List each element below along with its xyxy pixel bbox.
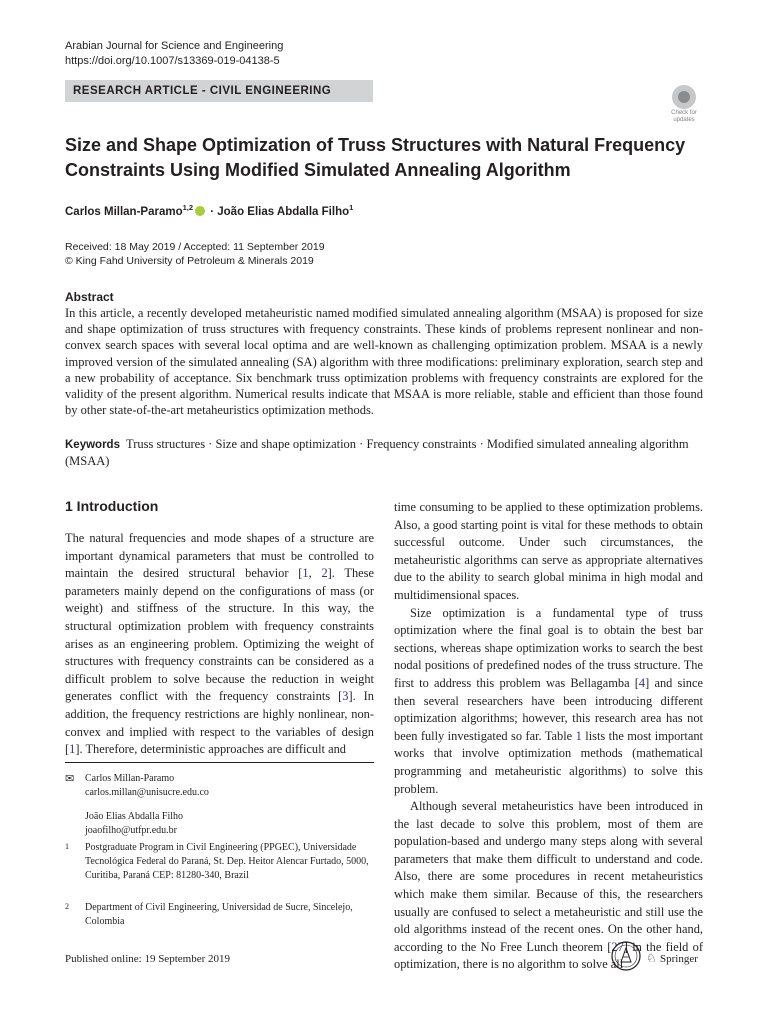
table-link[interactable]: 1 (575, 728, 582, 743)
paper-title: Size and Shape Optimization of Truss Structures with Natural Frequency Constraints Using Modified Simulated Annealing Algorithm (65, 135, 686, 180)
keywords-label: Keywords (65, 439, 120, 451)
paragraph-text: The natural frequencies and mode shapes of a structure are important dynamical parameters that must be controlled to maintain the desired structural behavior [ (65, 531, 374, 581)
received-accepted-dates: Received: 18 May 2019 / Accepted: 11 September 2019 (65, 241, 325, 253)
abstract-text: In this article, a recently developed metaheuristic named modified simulated annealing algorithm (MSAA) is proposed for size and shape optimization of truss structures with frequency constraints. These kinds of problems represent nonlinear and non-convex search spaces with several local optima and are well-known as challenging optimization problem. MSAA is a newly improved version of the simulated annealing (SA) algorithm with three modifications: preliminary exploration, search step and a new probability of acceptance. Six benchmark truss optimization problems with frequency constraints are explored for the validity of the present algorithm. Numerical results indicate that MSAA is more reliable, stable and efficient than those found by other state-of-the-art metaheuristics optimization methods. (65, 306, 703, 418)
contact-email[interactable]: carlos.millan@unisucre.edu.co (85, 787, 209, 798)
publisher-name: Springer (660, 953, 698, 965)
corresponding-contacts (85, 772, 375, 838)
paragraph-text: ]. In addition, the frequency restrictions are highly nonlinear, non-convex and implied with respect to the variables of design [ (65, 689, 374, 757)
author-affiliation-marker: 1,2 (182, 203, 194, 212)
doi-link[interactable]: https://doi.org/10.1007/s13369-019-04138-5 (65, 55, 280, 67)
citation-separator: , (308, 566, 322, 581)
copyright-notice: © King Fahd University of Petroleum & Minerals 2019 (65, 255, 314, 267)
check-for-updates-badge[interactable] (664, 85, 704, 125)
keywords-text: Truss structures · Size and shape optimization · Frequency constraints · Modified simulated annealing algorithm (MSAA) (65, 437, 689, 468)
published-online-date: Published online: 19 September 2019 (65, 953, 230, 965)
mail-icon: ✉ (65, 773, 75, 785)
check-for-updates-icon (672, 85, 696, 109)
citation-link[interactable]: 3 (342, 689, 349, 704)
orcid-icon[interactable] (195, 206, 205, 216)
paragraph-text: ]. These parameters mainly depend on the configurations of mass (or weight) and stiffness of the structure. In this way, the structural optimization problem with frequency constraints arises as an engineering problem. Optimizing the weight of structures with frequency constraints can be considered as a difficult problem to solve because the reduction in weight generates conflict with the frequency constraints [ (65, 566, 375, 704)
contact-name: João Elias Abdalla Filho (85, 811, 184, 822)
paragraph (65, 530, 374, 759)
contact-name: Carlos Millan-Paramo (85, 773, 175, 784)
check-for-updates-label: Check for updates (671, 110, 697, 123)
article-category-banner: RESEARCH ARTICLE - CIVIL ENGINEERING (65, 80, 373, 102)
author-name: João Elias Abdalla Filho (217, 205, 350, 218)
affiliation: Department of Civil Engineering, Universidad de Sucre, Sincelejo, Colombia (85, 902, 353, 927)
paragraph-text: Size optimization is a fundamental type of truss optimization where the final goal is to obtain the best bar sections, whereas shape optimization works to search the best nodal positions of predefined nodes of the truss structure. The first to address this problem was Bellagamba [ (394, 605, 703, 690)
paragraph (394, 605, 703, 799)
author-separator: · (207, 205, 218, 218)
author-affiliation-marker: 1 (349, 203, 354, 212)
right-column (394, 499, 703, 974)
abstract-heading: Abstract (65, 290, 114, 304)
affiliation-number: 2 (65, 902, 69, 911)
paragraph-text: lists the most important works that involve optimization methods (mathematical programming and metaheuristic algorithms) to solve this problem. (394, 728, 703, 796)
author-name: Carlos Millan-Paramo (65, 205, 183, 218)
journal-name: Arabian Journal for Science and Engineering (65, 40, 284, 52)
paragraph-text: ]. Therefore, deterministic approaches are difficult and (75, 742, 346, 757)
paragraph-text: ] and since then several researchers have been introducing different optimization algorithms; however, this research area has not been fully investigated so far. Table (394, 675, 703, 743)
left-column (65, 530, 374, 759)
paragraph (394, 798, 703, 974)
affiliation: Postgraduate Program in Civil Engineering (PPGEC), Universidade Tecnológica Federal do Paraná, St. Dep. Heitor Alencar Furtado, 5000, Curitiba, Paraná CEP: 81280-340, Brazil (85, 842, 369, 881)
citation-link[interactable]: 1 (69, 742, 76, 757)
affiliation-number: 1 (65, 842, 69, 851)
springer-horse-icon: ♘ (646, 951, 657, 965)
paragraph-text: ] in the field of optimization, there is no algorithm to solve all (394, 939, 703, 972)
citation-link[interactable]: 1 (302, 566, 309, 581)
citation-link[interactable]: 2 (321, 566, 328, 581)
keywords (65, 436, 703, 469)
springer-emblem-icon (610, 940, 642, 977)
citation-link[interactable]: 4 (638, 675, 646, 690)
section-heading-introduction: 1 Introduction (65, 498, 159, 514)
paragraph-text: Although several metaheuristics have been introduced in the last decade to solve this problem, most of them are population-based and undergo many steps along with several parameters that make them difficult to understand and code. Also, there are some procedures in recent metaheuristics which make them similar. Because of this, the researchers usually are confused to select a metaheuristic and still use the old algorithms instead of the recent ones. On the other hand, according to the No Free Lunch theorem [ (394, 799, 703, 954)
author-list (65, 203, 353, 218)
footnote-divider (65, 762, 374, 763)
citation-link[interactable]: 27 (611, 939, 624, 954)
paragraph: time consuming to be applied to these optimization problems. Also, a good starting point is vital for these methods to obtain successful outcome. Under such circumstances, the metaheuristic algorithms can serve as appropriate alternatives due to the ability to search global minima in high modal and multidimensional spaces. (394, 500, 703, 602)
contact-email[interactable]: joaofilho@utfpr.edu.br (85, 825, 177, 836)
